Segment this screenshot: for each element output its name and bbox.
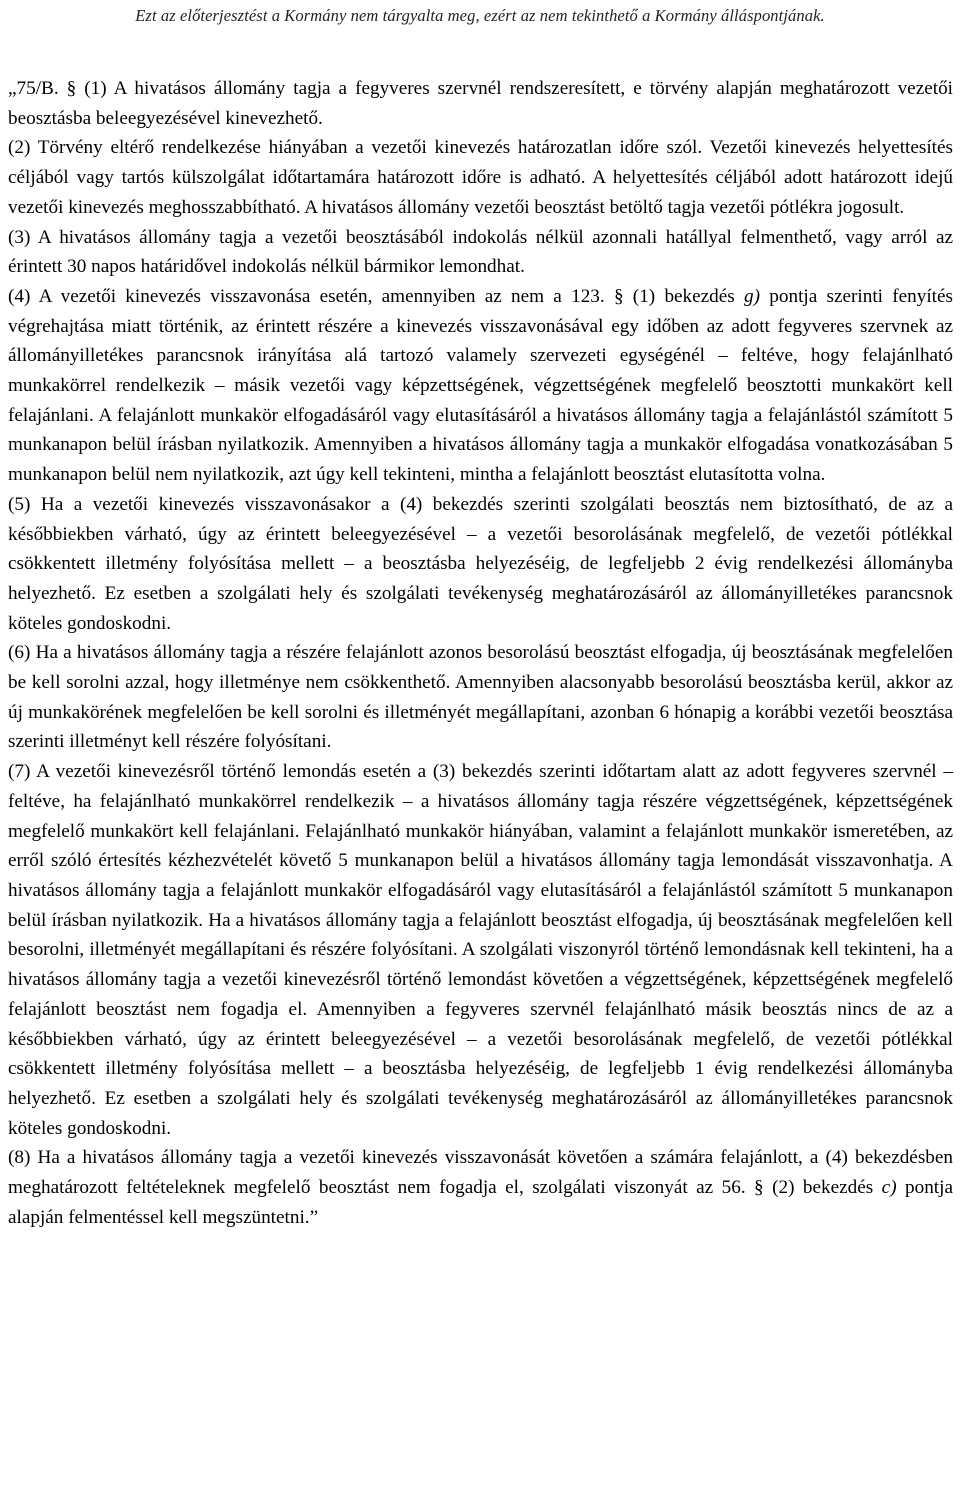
paragraph-75b-3	[8, 223, 953, 282]
paragraph-75b-4	[8, 282, 953, 490]
paragraph-text: pontja alapján felmentéssel kell megszüntetni.”	[8, 1177, 953, 1228]
italic-point-ref: c)	[881, 1177, 897, 1199]
paragraph-text: „75/B. § (1) A hivatásos állomány tagja a fegyveres szervnél rendszeresített, e törvény alapján meghatározott vezetői beosztásba beleegyezésével kinevezhető.	[8, 78, 953, 129]
paragraph-75b-1	[8, 74, 953, 133]
paragraph-75b-7	[8, 757, 953, 1143]
paragraph-text: (2) Törvény eltérő rendelkezése hiányában a vezetői kinevezés határozatlan időre szól. Vezetői kinevezés helyettesítés céljából vagy tartós külszolgálat időtartamára határozott időre is adható. A helyettesítés céljából adott határozott idejű vezetői kinevezés meghosszabbítható. A hivatásos állomány vezetői beosztást betöltő tagja vezetői pótlékra jogosult.	[8, 137, 953, 218]
paragraph-75b-8	[8, 1143, 953, 1232]
paragraph-75b-2	[8, 133, 953, 222]
paragraph-75b-5	[8, 490, 953, 639]
paragraph-text: (8) Ha a hivatásos állomány tagja a vezetői kinevezés visszavonását követően a számára felajánlott, a (4) bekezdésben meghatározott feltételeknek megfelelő beosztást nem fogadja el, szolgálati viszonyát az 56. § (2) bekezdés	[8, 1147, 953, 1199]
paragraph-text: (7) A vezetői kinevezésről történő lemondás esetén a (3) bekezdés szerinti időtartam alatt az adott fegyveres szervnél – feltéve, ha felajánlható munkakörrel rendelkezik – a hivatásos állomány tagja részére végzettségének, képzettségének megfelelő munkakört kell felajánlani. Felajánlható munkakör hiányában, valamint a felajánlott munkakör ismeretében, az erről szóló értesítés kézhezvételét követő 5 munkanapon belül a hivatásos állomány tagja lemondását visszavonhatja. A hivatásos állomány tagja a felajánlott munkakör elfogadásáról vagy elutasításáról a felajánlástól számított 5 munkanapon belül írásban nyilatkozik. Ha a hivatásos állomány tagja a felajánlott beosztást elfogadja, új beosztásának megfelelően kell besorolni, illetményét megállapítani és részére folyósítani. A szolgálati viszonyról történő lemondásnak kell tekinteni, ha a hivatásos állomány tagja a vezetői kinevezésről történő lemondást követően a végzettségének, képzettségének megfelelő felajánlott beosztást nem fogadja el. Amennyiben a fegyveres szervnél felajánlható másik beosztás nincs de az a későbbiekben várható, úgy az érintett beleegyezésével – a vezetői besorolásának megfelelő, de vezetői pótlékkal csökkentett illetmény folyósítása mellett – a beosztásba helyezéséig, de legfeljebb 1 évig rendelkezési állományba helyezhető. Ez esetben a szolgálati hely és szolgálati tevékenység meghatározásáról az állományilletékes parancsnok köteles gondoskodni.	[8, 761, 953, 1139]
document-body	[8, 74, 953, 1232]
paragraph-text: (4) A vezetői kinevezés visszavonása esetén, amennyiben az nem a 123. § (1) bekezdés	[8, 285, 745, 307]
paragraph-text: (5) Ha a vezetői kinevezés visszavonásakor a (4) bekezdés szerinti szolgálati beosztás nem biztosítható, de az a későbbiekben várható, úgy az érintett beleegyezésével – a vezetői besorolásának megfelelő, de vezetői pótlékkal csökkentett illetmény folyósítása mellett – a beosztásba helyezéséig, de legfeljebb 2 évig rendelkezési állományba helyezhető. Ez esetben a szolgálati hely és szolgálati tevékenység meghatározásáról az állományilletékes parancsnok köteles gondoskodni.	[8, 493, 953, 634]
paragraph-text: pontja szerinti fenyítés végrehajtása miatt történik, az érintett részére a kinevezés visszavonásával egy időben az adott fegyveres szervnek az állományilletékes parancsnok irányítása alá tartozó valamely szervezeti egységénél – feltéve, hogy felajánlható munkakörrel rendelkezik – másik vezetői vagy képzettségének, végzettségének megfelelő beosztotti munkakört kell felajánlani. A felajánlott munkakör elfogadásáról vagy elutasításáról a hivatásos állomány tagja a felajánlástól számított 5 munkanapon belül írásban nyilatkozik. Amennyiben a hivatásos állomány tagja a munkakör elfogadása vonatkozásában 5 munkanapon belül nem nyilatkozik, azt úgy kell tekinteni, mintha a felajánlott beosztást elutasította volna.	[8, 285, 953, 486]
paragraph-75b-6	[8, 638, 953, 757]
paragraph-text: (6) Ha a hivatásos állomány tagja a részére felajánlott azonos besorolású beosztást elfogadja, új beosztásának megfelelően be kell sorolni azzal, hogy illetménye nem csökkenthető. Amennyiben alacsonyabb besorolású beosztásba kerül, akkor az új munkakörének megfelelően be kell sorolni és illetményét megállapítani, azonban 6 hónapig a korábbi vezetői beosztása szerinti illetményt kell részére folyósítani.	[8, 642, 953, 753]
page-header-notice: Ezt az előterjesztést a Kormány nem tárgyalta meg, ezért az nem tekinthető a Kormány álláspontjának.	[135, 6, 825, 25]
italic-point-ref: g)	[744, 285, 761, 307]
paragraph-text: (3) A hivatásos állomány tagja a vezetői beosztásából indokolás nélkül azonnali hatállyal felmenthető, vagy arról az érintett 30 napos határidővel indokolás nélkül bármikor lemondhat.	[8, 226, 953, 278]
